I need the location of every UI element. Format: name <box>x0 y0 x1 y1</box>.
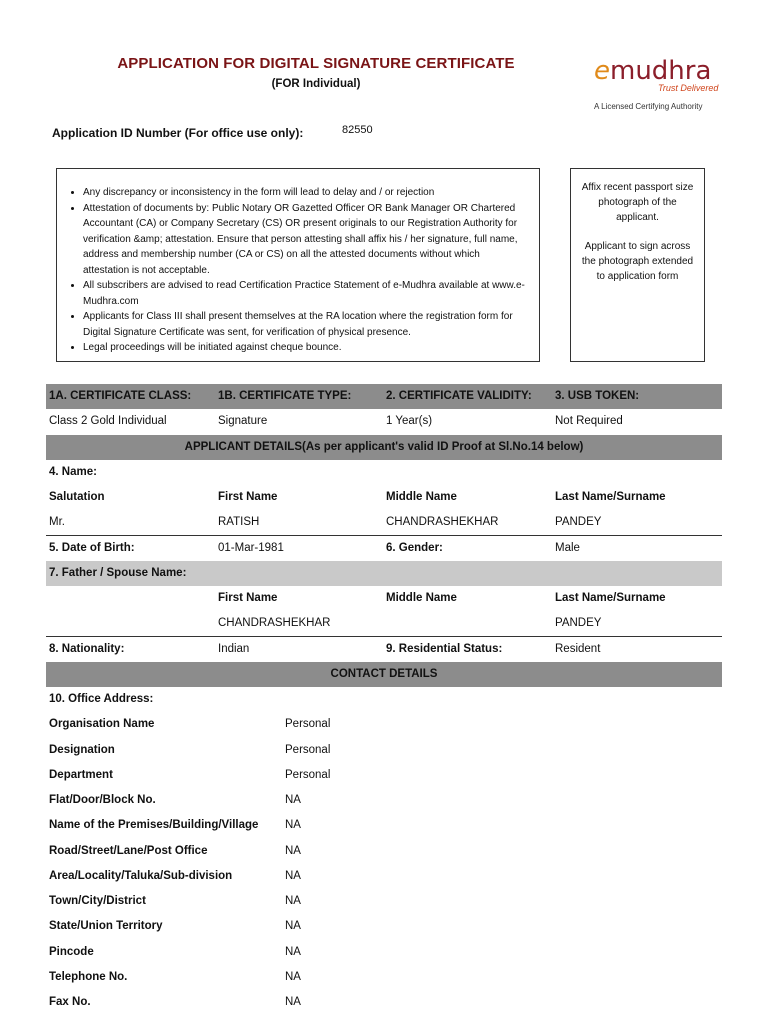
logo-e: e <box>594 56 610 86</box>
father-last-name-value: PANDEY <box>555 617 602 630</box>
instruction-item: • Legal proceedings will be initiated against cheque bounce. <box>83 340 527 356</box>
contact-field-value: NA <box>285 970 301 983</box>
application-id-label: Application ID Number (For office use only): <box>52 126 304 140</box>
contact-details-header <box>46 662 722 687</box>
contact-field-value: NA <box>285 895 301 907</box>
father-last-name-label: Last Name/Surname <box>555 592 666 604</box>
contact-field-label: Area/Locality/Taluka/Sub-division <box>49 869 233 882</box>
dob-label: 5. Date of Birth: <box>49 541 135 554</box>
contact-field-label: Town/City/District <box>49 895 146 907</box>
contact-field-row <box>46 712 722 737</box>
emudhra-logo <box>588 56 728 118</box>
photo-placeholder-box <box>570 168 705 362</box>
office-address-row <box>46 687 722 712</box>
first-name-label: First Name <box>218 491 278 503</box>
certificate-header-row <box>46 384 722 409</box>
contact-field-value: Personal <box>285 743 331 756</box>
contact-field-row <box>46 990 722 1015</box>
logo-tagline: Trust Delivered <box>658 83 719 93</box>
dob-gender-row <box>46 536 722 561</box>
office-address-fields <box>46 712 722 1015</box>
last-name-value: PANDEY <box>555 516 602 529</box>
contact-field-label: State/Union Territory <box>49 920 163 933</box>
contact-field-row <box>46 965 722 990</box>
contact-field-label: Organisation Name <box>49 718 155 731</box>
contact-field-value: NA <box>285 996 301 1008</box>
gender-label: 6. Gender: <box>386 541 443 554</box>
contact-field-value: NA <box>285 844 301 857</box>
signature-instruction: Applicant to sign across the photograph extended to application form <box>581 241 694 282</box>
father-first-name-label: First Name <box>218 592 278 604</box>
father-spouse-label: 7. Father / Spouse Name: <box>49 566 187 579</box>
contact-field-row <box>46 940 722 965</box>
name-values-row <box>46 510 722 535</box>
contact-field-label: Road/Street/Lane/Post Office <box>49 844 208 857</box>
contact-field-row <box>46 839 722 864</box>
contact-field-row <box>46 788 722 813</box>
father-columns-row <box>46 586 722 611</box>
contact-field-value: NA <box>285 945 301 958</box>
contact-field-label: Name of the Premises/Building/Village <box>49 819 259 832</box>
certificate-type-header: 1B. CERTIFICATE TYPE: <box>218 390 352 402</box>
instruction-item: • Attestation of documents by: Public Notary OR Gazetted Officer OR Bank Manager OR Chartered Accountant (CA) or Company Secretary (CS) OR present originals to our Registration Authority for verification &amp; attestation. Ensure that person attesting shall affix his / her signature, full name, address and membership number (CA or CS) on all the attested documents without which attestation is not acceptable. <box>83 201 527 279</box>
certificate-values-row <box>46 409 722 434</box>
certificate-class-value: Class 2 Gold Individual <box>49 415 167 428</box>
instructions-list <box>57 169 539 356</box>
contact-field-value: NA <box>285 819 301 832</box>
office-address-label: 10. Office Address: <box>49 693 154 705</box>
logo-wordmark <box>594 56 711 86</box>
applicant-details-header <box>46 435 722 460</box>
logo-license: A Licensed Certifying Authority <box>594 102 703 111</box>
contact-field-row <box>46 738 722 763</box>
contact-field-value: Personal <box>285 768 331 781</box>
contact-field-value: NA <box>285 869 301 882</box>
certificate-validity-header: 2. CERTIFICATE VALIDITY: <box>386 390 532 402</box>
contact-field-row <box>46 864 722 889</box>
name-columns-row <box>46 485 722 510</box>
father-spouse-header <box>46 561 722 586</box>
nationality-row <box>46 637 722 662</box>
residential-status-label: 9. Residential Status: <box>386 642 503 655</box>
form-title: APPLICATION FOR DIGITAL SIGNATURE CERTIFICATE <box>117 55 515 72</box>
middle-name-label: Middle Name <box>386 491 457 503</box>
contact-field-row <box>46 763 722 788</box>
contact-field-value: NA <box>285 920 301 933</box>
father-middle-name-label: Middle Name <box>386 592 457 604</box>
logo-name: mudhra <box>610 56 712 86</box>
nationality-value: Indian <box>218 642 250 655</box>
last-name-label: Last Name/Surname <box>555 491 666 503</box>
salutation-value: Mr. <box>49 516 65 529</box>
contact-field-label: Designation <box>49 743 115 756</box>
salutation-label: Salutation <box>49 491 105 503</box>
first-name-value: RATISH <box>218 516 260 529</box>
father-values-row <box>46 611 722 636</box>
instruction-item: • All subscribers are advised to read Certification Practice Statement of e-Mudhra available at www.e-Mudhra.com <box>83 278 527 309</box>
usb-token-value: Not Required <box>555 415 623 428</box>
instruction-item: • Applicants for Class III shall present themselves at the RA location where the registration form for Digital Signature Certificate was sent, for verification of physical presence. <box>83 309 527 340</box>
nationality-label: 8. Nationality: <box>49 642 125 655</box>
gender-value: Male <box>555 541 580 554</box>
contact-field-label: Pincode <box>49 945 94 958</box>
name-label-row <box>46 460 722 485</box>
contact-field-label: Fax No. <box>49 996 91 1008</box>
certificate-class-header: 1A. CERTIFICATE CLASS: <box>49 390 192 402</box>
dob-value: 01-Mar-1981 <box>218 541 284 554</box>
contact-field-value: NA <box>285 794 301 806</box>
instruction-item: • Any discrepancy or inconsistency in the form will lead to delay and / or rejection <box>83 185 527 201</box>
name-label: 4. Name: <box>49 465 97 478</box>
contact-details-title: CONTACT DETAILS <box>330 667 438 680</box>
contact-field-label: Telephone No. <box>49 970 128 983</box>
certificate-validity-value: 1 Year(s) <box>386 415 433 428</box>
contact-field-value: Personal <box>285 718 331 731</box>
usb-token-header: 3. USB TOKEN: <box>555 390 640 402</box>
form-subtitle: (FOR Individual) <box>271 78 361 90</box>
residential-status-value: Resident <box>555 642 601 655</box>
contact-field-row <box>46 813 722 838</box>
contact-field-label: Department <box>49 768 113 781</box>
middle-name-value: CHANDRASHEKHAR <box>386 516 499 529</box>
application-form-table <box>46 384 722 1015</box>
application-id-value: 82550 <box>342 124 373 136</box>
father-first-name-value: CHANDRASHEKHAR <box>218 617 331 630</box>
contact-field-label: Flat/Door/Block No. <box>49 794 156 806</box>
contact-field-row <box>46 914 722 939</box>
certificate-type-value: Signature <box>218 415 268 428</box>
instructions-box <box>56 168 540 362</box>
contact-field-row <box>46 889 722 914</box>
applicant-details-title: APPLICANT DETAILS(As per applicant's valid ID Proof at Sl.No.14 below) <box>184 440 584 453</box>
photo-instruction: Affix recent passport size photograph of the applicant. <box>581 182 694 223</box>
